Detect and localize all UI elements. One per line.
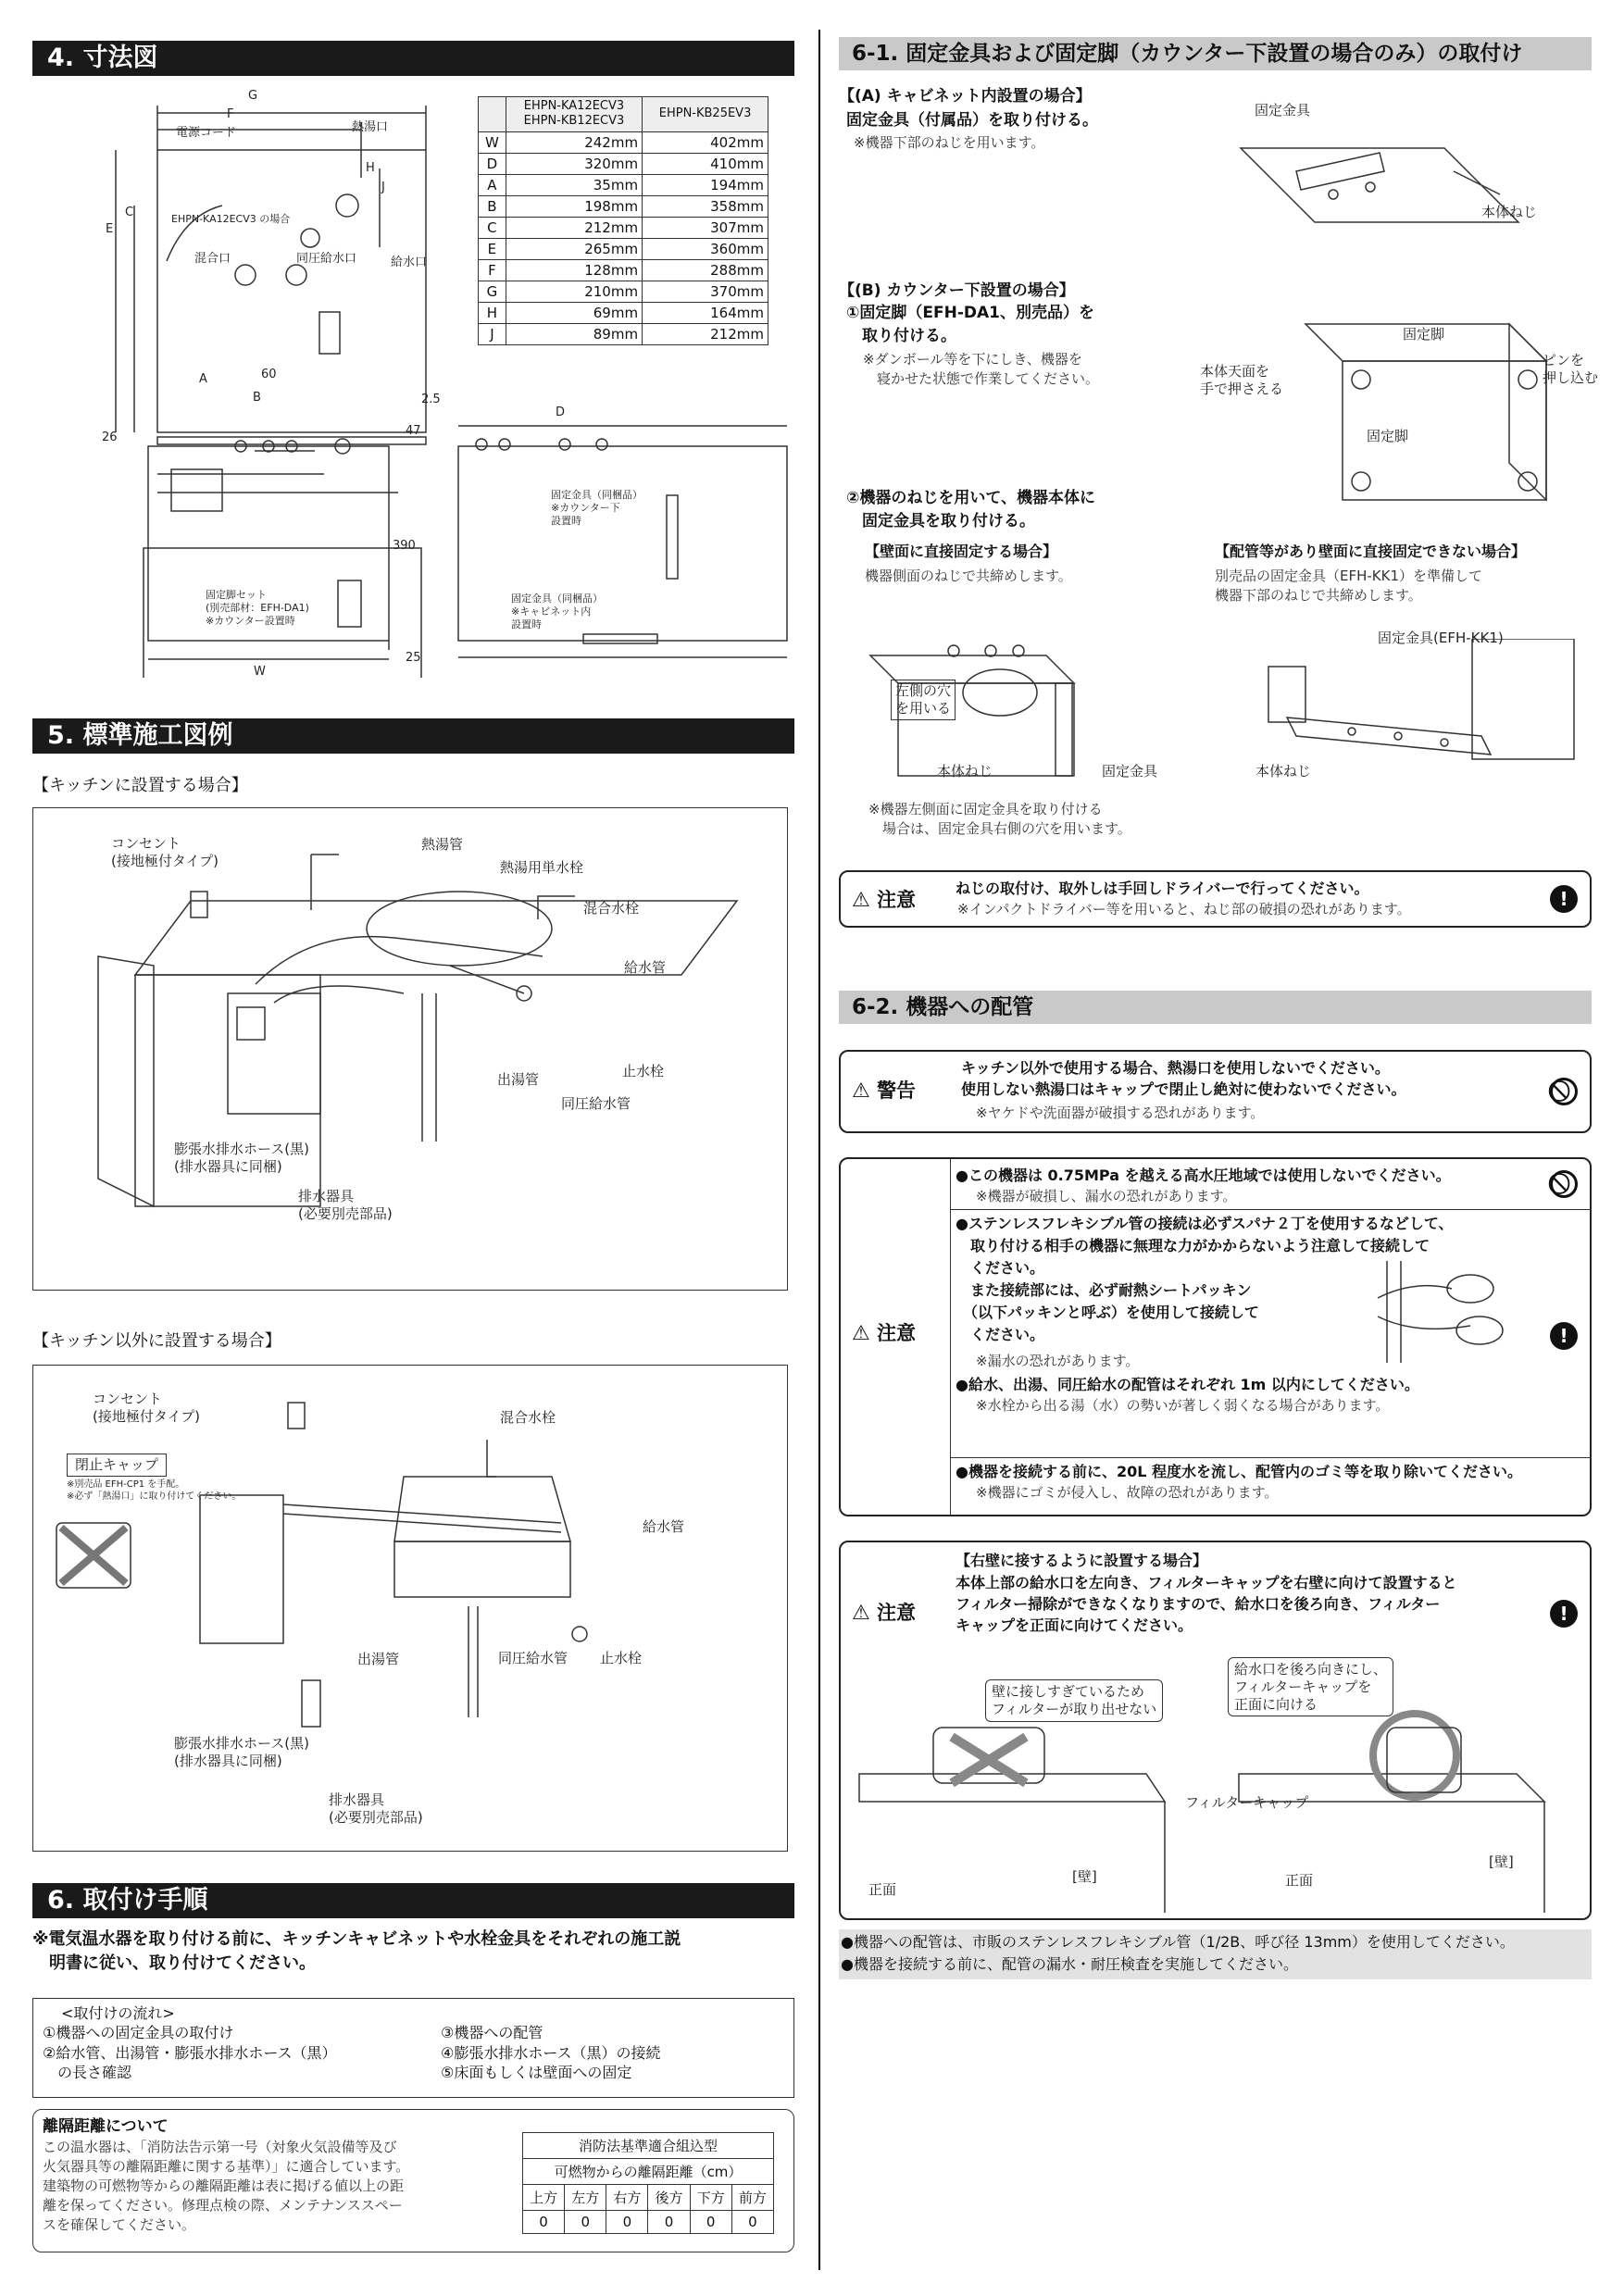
- separation-val: 0: [731, 2211, 773, 2234]
- install-flow-left: ①機器への固定金具の取付け ②給水管、出湯管・膨張水排水ホース（黒） の長さ確認: [43, 2024, 337, 2082]
- kitchen-callout-supplypipe: 給水管: [624, 959, 667, 976]
- s62-caution-sign: [852, 1318, 916, 1346]
- s61-b-fig-leg1: 固定脚: [1403, 326, 1445, 343]
- dim-table-row: [479, 153, 768, 174]
- dim-table-cell: 320mm: [506, 153, 642, 174]
- s62-fig-cap: フィルターキャップ: [1185, 1794, 1309, 1811]
- dim-table-cell: 194mm: [643, 174, 768, 195]
- s62-fig-front2: 正面: [1285, 1872, 1314, 1889]
- separation-val: 0: [648, 2211, 690, 2234]
- dim-table-row: [479, 131, 768, 153]
- s61-wall-body: 機器側面のねじで共締めします。: [865, 568, 1072, 584]
- other-install-figure: [32, 1365, 788, 1852]
- dim-table-cell: 198mm: [506, 195, 642, 217]
- install-flow-title: <取付けの流れ>: [61, 2004, 175, 2022]
- dim-table-row: [479, 217, 768, 238]
- s62-warning-sign: [852, 1076, 916, 1104]
- s61-b-fig-leg2: 固定脚: [1367, 428, 1409, 444]
- kitchen-callout-stopcock: 止水栓: [622, 1063, 665, 1079]
- kitchen-callout-outpipe: 出湯管: [497, 1071, 540, 1088]
- dim-table-cell: 307mm: [643, 217, 768, 238]
- s61-a-figure: [1213, 102, 1602, 250]
- warning-triangle-icon: ⚠: [852, 1079, 870, 1103]
- dim-w-label: W: [254, 665, 266, 679]
- s61-caution-sign: [852, 885, 916, 913]
- separation-val: 0: [523, 2211, 565, 2234]
- s61-pipe-fig-screw: 本体ねじ: [1255, 763, 1312, 780]
- dim-2-5-label: 2.5: [421, 393, 441, 406]
- s61-caution-note: ※インパクトドライバー等を用いると、ねじ部の破損の恐れがあります。: [957, 901, 1411, 917]
- separation-body: この温水器は、「消防法告示第一号（対象火気設備等及び 火気器具等の離隔距離に関する基準）」に適合しています。 建築物の可燃物等からの離隔距離は表に掲げる値以上の距 離を保ってください。修理点検の際、メンテナンススペー スを確保してください。: [43, 2139, 410, 2233]
- caution-inner-divider: [950, 1159, 951, 1516]
- s62-caution-label: 注意: [877, 1322, 917, 1344]
- dim-table-cell: 358mm: [643, 195, 768, 217]
- s61-caution-label: 注意: [877, 889, 917, 911]
- s61-wall-fig-hole: 左側の穴 を用いる: [891, 680, 956, 720]
- separation-title: 離隔距離について: [43, 2117, 169, 2136]
- s62-fig-front1: 正面: [868, 1881, 897, 1898]
- s61-pipe-title: 【配管等があり壁面に直接固定できない場合】: [1215, 543, 1527, 560]
- callout-bracket-cabinet: 固定金具（同梱品） ※キャビネット内 設置時: [511, 593, 603, 630]
- section-4-title: 4. 寸法図: [32, 41, 794, 76]
- dim-table-key: A: [479, 174, 506, 195]
- s62-c4: ●機器を接続する前に、20L 程度水を流し、配管内のゴミ等を取り除いてください。: [956, 1463, 1522, 1480]
- dim-g-label: G: [248, 89, 258, 103]
- dim-e-label: E: [106, 222, 114, 236]
- dim-table-cell: 164mm: [643, 302, 768, 323]
- s62-c3: ●給水、出湯、同圧給水の配管はそれぞれ 1m 以内にしてください。: [956, 1376, 1419, 1393]
- s62-rightwall-sign: [852, 1598, 916, 1626]
- s62-fig-good-note: 給水口を後ろ向きにし、 フィルターキャップを 正面に向ける: [1228, 1657, 1393, 1716]
- callout-mix-outlet: 混合口: [194, 252, 231, 266]
- s62-c2: ●ステンレスフレキシブル管の接続は必ずスパナ２丁を使用するなどして、 取り付ける相手の機器に無理な力がかからないよう注意して接続して ください。 また接続部には、必ず耐熱シートパッキン （以下パッキンと呼ぶ）を使用して接続して ください。: [956, 1215, 1454, 1343]
- dim-table-header: [479, 97, 506, 132]
- separation-val: 0: [690, 2211, 731, 2234]
- s62-c1-note: ※機器が破損し、漏水の恐れがあります。: [976, 1188, 1237, 1204]
- dim-table-header: EHPN-KB25EV3: [643, 97, 768, 132]
- dim-table-row: [479, 302, 768, 323]
- separation-table: [522, 2132, 774, 2234]
- callout-power-note: EHPN-KA12ECV3 の場合: [171, 213, 291, 225]
- dim-table-key: W: [479, 131, 506, 153]
- dim-d-label: D: [556, 406, 566, 419]
- callout-bracket-under-counter: 固定金具（同梱品） ※カウンター下 設置時: [551, 489, 643, 527]
- kitchen-install-title: 【キッチンに設置する場合】: [32, 776, 248, 795]
- dim-h-label: H: [366, 161, 375, 175]
- kitchen-callout-hotfaucet: 熱湯用単水栓: [500, 859, 584, 876]
- dim-table-cell: 265mm: [506, 238, 642, 259]
- separation-col: 上方: [523, 2185, 565, 2211]
- dim-table-cell: 410mm: [643, 153, 768, 174]
- other-install-title: 【キッチン以外に設置する場合】: [32, 1331, 281, 1351]
- s62-caution-box: [839, 1157, 1592, 1516]
- s61-b1-note: ※ダンボール等を下にしき、機器を 寝かせた状態で作業してください。: [863, 351, 1100, 387]
- dim-25-label: 25: [406, 651, 421, 665]
- other-callout-cap-note: ※別売品 EFH-CP1 を手配。 ※必ず「熱湯口」に取り付けてください。: [67, 1479, 242, 1502]
- callout-hot-outlet: 熱湯口: [352, 120, 389, 134]
- dim-table-cell: 370mm: [643, 281, 768, 302]
- separation-col: 左方: [565, 2185, 606, 2211]
- s62-title: 6-2. 機器への配管: [839, 991, 1592, 1024]
- s61-b2: ②機器のねじを用いて、機器本体に 固定金具を取り付ける。: [846, 489, 1096, 530]
- kitchen-callout-hose: 膨張水排水ホース(黒) (排水器具に同梱): [174, 1141, 309, 1175]
- dim-390-label: 390: [393, 539, 416, 553]
- s61-b1-figure: [1250, 287, 1593, 509]
- dim-table-cell: 35mm: [506, 174, 642, 195]
- other-callout-supplypipe: 給水管: [643, 1518, 685, 1535]
- dim-c-label: C: [125, 206, 134, 219]
- callout-leg-set: 固定脚セット (別売部材：EFH-DA1) ※カウンター設置時: [206, 589, 309, 627]
- dim-table-row: [479, 195, 768, 217]
- separation-col: 下方: [690, 2185, 731, 2211]
- s62-fig-bad-note: 壁に接しすぎているため フィルターが取り出せない: [985, 1679, 1163, 1722]
- caution-row-divider: [950, 1209, 1592, 1210]
- s62-warning-box: [839, 1050, 1592, 1133]
- dim-table-cell: 360mm: [643, 238, 768, 259]
- dim-table-header: EHPN-KA12ECV3 EHPN-KB12ECV3: [506, 97, 642, 132]
- dim-60-label: 60: [261, 368, 277, 381]
- dimension-drawing-side: [444, 407, 806, 676]
- dim-table-key: H: [479, 302, 506, 323]
- other-callout-stopcock: 止水栓: [600, 1650, 643, 1666]
- dimension-drawing-rear: [130, 418, 426, 678]
- s62-fig-wall2: [壁]: [1489, 1853, 1514, 1870]
- separation-table-title: 消防法基準適合組込型: [523, 2133, 774, 2159]
- separation-col: 右方: [606, 2185, 648, 2211]
- dim-table-key: C: [479, 217, 506, 238]
- section-6-intro: ※電気温水器を取り付ける前に、キッチンキャビネットや水栓金具をそれぞれの施工説 明書に従い、取り付けてください。: [32, 1929, 681, 1974]
- s62-c4-note: ※機器にゴミが侵入し、故障の恐れがあります。: [976, 1484, 1279, 1501]
- separation-col: 前方: [731, 2185, 773, 2211]
- dim-table-cell: 69mm: [506, 302, 642, 323]
- dim-table-cell: 89mm: [506, 323, 642, 344]
- prohibited-icon: [1550, 1170, 1578, 1198]
- exclamation-icon: !: [1550, 1322, 1578, 1350]
- dim-f-label: F: [227, 107, 234, 121]
- dim-b-label: B: [253, 391, 261, 405]
- s62-warning-note: ※ヤケドや洗面器が破損する恐れがあります。: [976, 1104, 1265, 1121]
- s62-foot2: ●機器を接続する前に、配管の漏水・耐圧検査を実施してください。: [841, 1955, 1298, 1973]
- s62-fig-wall1: [壁]: [1072, 1868, 1097, 1885]
- s62-c2-note: ※漏水の恐れがあります。: [976, 1353, 1140, 1369]
- dim-table-cell: 210mm: [506, 281, 642, 302]
- kitchen-callout-hotpipe: 熱湯管: [421, 836, 464, 853]
- dim-table-key: E: [479, 238, 506, 259]
- separation-val: 0: [565, 2211, 606, 2234]
- kitchen-callout-outlet: コンセント (接地極付タイプ): [111, 835, 219, 869]
- caution-row-divider: [950, 1457, 1592, 1458]
- dim-table-key: G: [479, 281, 506, 302]
- warning-triangle-icon: ⚠: [852, 889, 870, 912]
- dimension-table: [478, 96, 768, 345]
- dim-table-cell: 128mm: [506, 259, 642, 281]
- s62-rightwall-title: 【右壁に接するように設置する場合】: [956, 1552, 1208, 1569]
- other-callout-outlet: コンセント (接地極付タイプ): [93, 1391, 200, 1425]
- install-flow-box: [32, 1998, 794, 2098]
- s61-pipe-fig-bracket: 固定金具(EFH-KK1): [1378, 630, 1504, 646]
- s62-warning-body: キッチン以外で使用する場合、熱湯口を使用しないでください。 使用しない熱湯口はキャップで閉止し絶対に使わないでください。: [961, 1059, 1406, 1099]
- s62-c1: ●この機器は 0.75MPa を越える高水圧地域では使用しないでください。: [956, 1167, 1451, 1184]
- warning-triangle-icon: ⚠: [852, 1602, 870, 1625]
- dim-a-label: A: [199, 372, 207, 386]
- separation-val: 0: [606, 2211, 648, 2234]
- dim-table-cell: 212mm: [643, 323, 768, 344]
- other-callout-cap: 閉止キャップ: [67, 1454, 167, 1477]
- s62-footer-notes: [839, 1929, 1592, 1979]
- dim-26-label: 26: [102, 430, 118, 444]
- s61-caution-box: [839, 870, 1592, 928]
- other-callout-drain: 排水器具 (必要別売部品): [329, 1791, 423, 1826]
- separation-box: [32, 2109, 794, 2252]
- install-flow-right: ③機器への配管 ④膨張水排水ホース（黒）の接続 ⑤床面もしくは壁面への固定: [441, 2024, 661, 2082]
- dim-table-row: [479, 259, 768, 281]
- dim-table-key: B: [479, 195, 506, 217]
- callout-eqpress-inlet: 同圧給水口: [296, 252, 357, 266]
- s61-b-fig-press: 本体天面を 手で押さえる: [1200, 363, 1284, 397]
- s61-wall-fig-bracket: 固定金具: [1102, 763, 1158, 780]
- other-illustration: [33, 1366, 786, 1850]
- kitchen-illustration: [33, 808, 786, 1289]
- other-callout-hose: 膨張水排水ホース(黒) (排水器具に同梱): [174, 1735, 309, 1769]
- s61-a-fig-screw: 本体ねじ: [1481, 204, 1538, 220]
- s62-c3-note: ※水栓から出る湯（水）の勢いが著しく弱くなる場合があります。: [976, 1397, 1390, 1414]
- dim-table-cell: 242mm: [506, 131, 642, 153]
- dim-table-row: [479, 174, 768, 195]
- s61-pipe-body: 別売品の固定金具（EFH-KK1）を準備して 機器下部のねじで共締めします。: [1215, 568, 1483, 604]
- dim-47-label: 47: [406, 424, 421, 438]
- dim-table-cell: 402mm: [643, 131, 768, 153]
- warning-triangle-icon: ⚠: [852, 1322, 870, 1345]
- s61-b1: ①固定脚（EFH-DA1、別売品）を 取り付ける。: [846, 304, 1094, 345]
- section-5-title: 5. 標準施工図例: [32, 718, 794, 754]
- s61-title: 6-1. 固定金具および固定脚（カウンター下設置の場合のみ）の取付け: [839, 37, 1592, 70]
- s62-rightwall-box: [839, 1541, 1592, 1920]
- kitchen-callout-mixfaucet: 混合水栓: [583, 900, 640, 917]
- s62-warning-label: 警告: [877, 1079, 917, 1102]
- other-callout-mixfaucet: 混合水栓: [500, 1409, 556, 1426]
- s61-wall-fig-screw: 本体ねじ: [937, 763, 993, 780]
- separation-table-sub: 可燃物からの離隔距離（cm）: [523, 2159, 774, 2185]
- kitchen-install-figure: [32, 807, 788, 1291]
- other-callout-outpipe: 出湯管: [357, 1651, 400, 1667]
- dim-table-key: F: [479, 259, 506, 281]
- dim-j-label: J: [381, 181, 385, 194]
- dim-table-cell: 212mm: [506, 217, 642, 238]
- s61-a-body: 固定金具（付属品）を取り付ける。: [846, 111, 1098, 130]
- callout-power-cord: 電源コード: [176, 126, 237, 140]
- dim-table-key: J: [479, 323, 506, 344]
- column-divider: [818, 30, 820, 2270]
- kitchen-callout-eqpipe: 同圧給水管: [561, 1095, 631, 1112]
- section-6-title: 6. 取付け手順: [32, 1883, 794, 1918]
- s61-a-note: ※機器下部のねじを用います。: [854, 134, 1045, 151]
- s61-wall-title: 【壁面に直接固定する場合】: [865, 543, 1058, 560]
- s61-a-title: 【(A) キャビネット内設置の場合】: [839, 87, 1092, 106]
- separation-col: 後方: [648, 2185, 690, 2211]
- s61-caution-body: ねじの取付け、取外しは手回しドライバーで行ってください。: [956, 880, 1369, 897]
- s61-pipe-figure: [1250, 639, 1593, 778]
- dim-table-cell: 288mm: [643, 259, 768, 281]
- s62-foot1: ●機器への配管は、市販のステンレスフレキシブル管（1/2B、呼び径 13mm）を使用してください。: [841, 1933, 1515, 1951]
- s61-wall-note: ※機器左側面に固定金具を取り付ける 場合は、固定金具右側の穴を用います。: [868, 801, 1131, 837]
- dim-table-row: [479, 281, 768, 302]
- dim-table-key: D: [479, 153, 506, 174]
- exclamation-icon: !: [1550, 1600, 1578, 1628]
- dim-table-row: [479, 238, 768, 259]
- s61-a-fig-bracket: 固定金具: [1255, 102, 1311, 119]
- other-callout-eqpipe: 同圧給水管: [498, 1650, 568, 1666]
- kitchen-callout-drain: 排水器具 (必要別売部品): [298, 1188, 393, 1222]
- callout-supply-inlet: 給水口: [391, 256, 428, 269]
- dim-table-row: [479, 323, 768, 344]
- prohibited-icon: [1550, 1078, 1578, 1105]
- s61-b-title: 【(B) カウンター下設置の場合】: [839, 281, 1075, 300]
- s62-rightwall-label: 注意: [877, 1602, 917, 1624]
- s61-b-fig-pin: ピンを 押し込む: [1543, 352, 1599, 386]
- exclamation-icon: !: [1550, 885, 1578, 913]
- spanner-figure: [1359, 1261, 1526, 1363]
- s62-rightwall-body: 本体上部の給水口を左向き、フィルターキャップを右壁に向けて設置すると フィルター掃除ができなくなりますので、給水口を後ろ向き、フィルター キャップを正面に向けてください。: [956, 1574, 1457, 1635]
